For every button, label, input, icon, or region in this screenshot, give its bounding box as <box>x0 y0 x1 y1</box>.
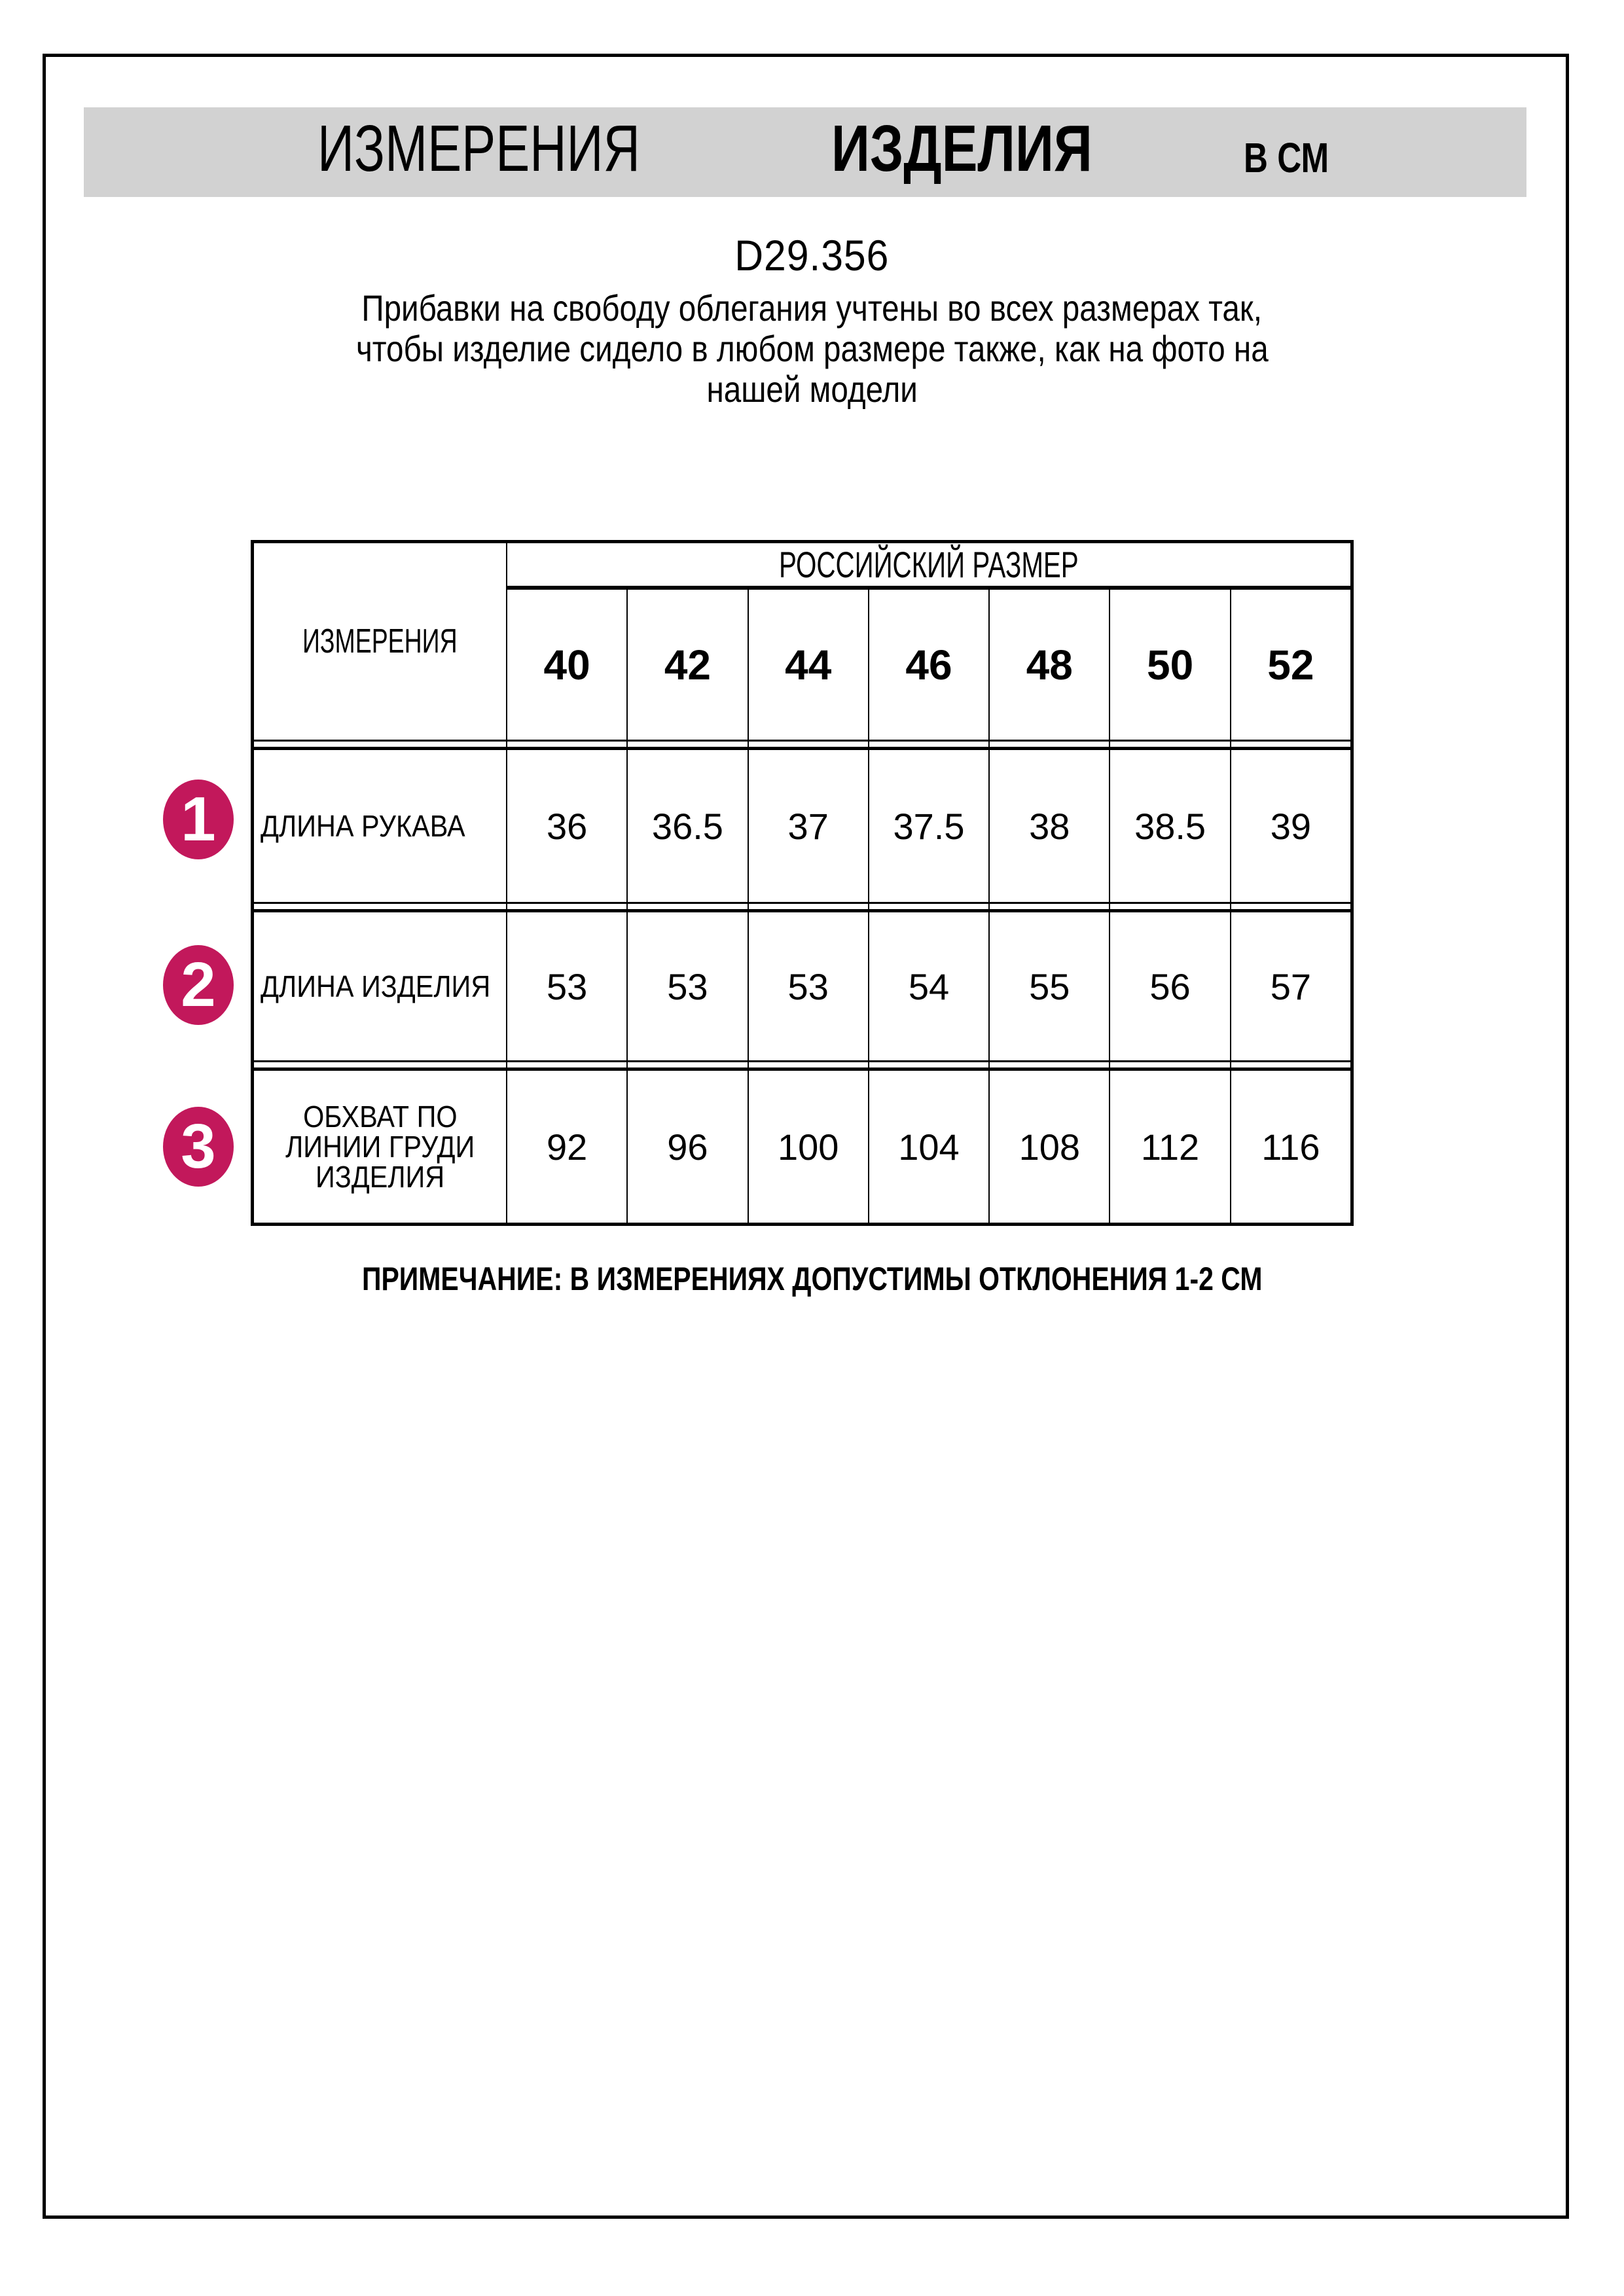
value-cell: 56 <box>1109 912 1229 1060</box>
value-cell: 53 <box>506 912 626 1060</box>
value-cell: 36 <box>506 750 626 902</box>
value-cell: 54 <box>868 912 988 1060</box>
value-cell: 53 <box>748 912 868 1060</box>
value-cell: 55 <box>988 912 1109 1060</box>
model-code <box>0 231 1624 279</box>
row-label-cell <box>254 912 506 1060</box>
row-number-badge-1 <box>163 780 234 859</box>
separator-gap-cell <box>748 1062 868 1067</box>
separator-gap-cell <box>1109 742 1229 747</box>
row-number-badge-3 <box>163 1107 234 1187</box>
row-label-cell <box>254 750 506 902</box>
value-cell: 36.5 <box>626 750 747 902</box>
value-cell: 92 <box>506 1071 626 1223</box>
size-header-cell: 42 <box>626 590 747 740</box>
value-cell: 112 <box>1109 1071 1229 1223</box>
row-label-line: ОБХВАТ ПО <box>302 1100 458 1134</box>
separator-gap-cell <box>1109 1062 1229 1067</box>
separator-gap-cell <box>868 904 988 909</box>
value-cell: 37 <box>748 750 868 902</box>
intro-line-1: Прибавки на свободу облегания учтены во всех размерах так, <box>361 287 1263 329</box>
row-number-badge-2 <box>163 945 234 1025</box>
separator-gap-cell <box>748 904 868 909</box>
title-banner <box>84 107 1526 197</box>
separator-gap-cell <box>1109 904 1229 909</box>
value-cell: 108 <box>988 1071 1109 1223</box>
separator-gap-cell <box>1230 742 1350 747</box>
size-header-cell: 40 <box>506 590 626 740</box>
intro-line-3: нашей модели <box>706 368 918 410</box>
badge-number: 2 <box>181 950 216 1020</box>
row-label: ДЛИНА РУКАВА <box>261 809 465 843</box>
size-header-cell: 48 <box>988 590 1109 740</box>
value-cell: 37.5 <box>868 750 988 902</box>
banner-title-measurements: ИЗМЕРЕНИЯ <box>317 112 640 185</box>
size-group-header <box>506 543 1350 586</box>
note-text: ПРИМЕЧАНИЕ: В ИЗМЕРЕНИЯХ ДОПУСТИМЫ ОТКЛОНЕНИЯ 1-2 СМ <box>361 1261 1263 1297</box>
row-label-line: ИЗДЕЛИЯ <box>315 1160 445 1194</box>
separator-gap-cell <box>868 742 988 747</box>
value-cell: 53 <box>626 912 747 1060</box>
separator-gap-cell <box>988 742 1109 747</box>
separator-gap-cell <box>626 904 747 909</box>
value-cell: 116 <box>1230 1071 1350 1223</box>
separator-gap-cell <box>626 1062 747 1067</box>
separator-gap-cell <box>1230 904 1350 909</box>
separator-gap-cell <box>1230 1062 1350 1067</box>
separator-gap-cell <box>506 1062 626 1067</box>
intro-paragraph <box>0 288 1624 410</box>
separator-gap-cell <box>626 742 747 747</box>
badge-number: 3 <box>181 1111 216 1181</box>
separator-gap-cell <box>254 1062 506 1067</box>
value-cell: 38 <box>988 750 1109 902</box>
value-cell: 57 <box>1230 912 1350 1060</box>
separator-gap-cell <box>988 904 1109 909</box>
size-header-cell: 44 <box>748 590 868 740</box>
banner-title-units: В СМ <box>1244 134 1329 181</box>
row-label-line: ЛИНИИ ГРУДИ <box>285 1130 475 1164</box>
corner-header-label: ИЗМЕРЕНИЯ <box>302 622 458 660</box>
size-header-cell: 50 <box>1109 590 1229 740</box>
separator-gap-cell <box>988 1062 1109 1067</box>
value-cell: 39 <box>1230 750 1350 902</box>
size-table <box>251 540 1354 1226</box>
badge-number: 1 <box>181 784 216 854</box>
corner-header-cell <box>254 543 506 740</box>
separator-gap-cell <box>748 742 868 747</box>
separator-gap-cell <box>254 742 506 747</box>
size-header-cell: 52 <box>1230 590 1350 740</box>
size-group-label: РОССИЙСКИЙ РАЗМЕР <box>779 544 1079 585</box>
separator-gap-cell <box>254 904 506 909</box>
separator-gap-cell <box>506 904 626 909</box>
intro-line-2: чтобы изделие сидело в любом размере также, как на фото на <box>355 328 1269 369</box>
value-cell: 104 <box>868 1071 988 1223</box>
row-label-cell <box>254 1071 506 1223</box>
size-header-cell: 46 <box>868 590 988 740</box>
banner-title-product: ИЗДЕЛИЯ <box>831 112 1092 185</box>
value-cell: 38.5 <box>1109 750 1229 902</box>
note <box>0 1261 1624 1297</box>
value-cell: 96 <box>626 1071 747 1223</box>
separator-gap-cell <box>868 1062 988 1067</box>
separator-gap-cell <box>506 742 626 747</box>
value-cell: 100 <box>748 1071 868 1223</box>
model-code-text: D29.356 <box>734 231 890 279</box>
row-label: ДЛИНА ИЗДЕЛИЯ <box>261 969 491 1003</box>
